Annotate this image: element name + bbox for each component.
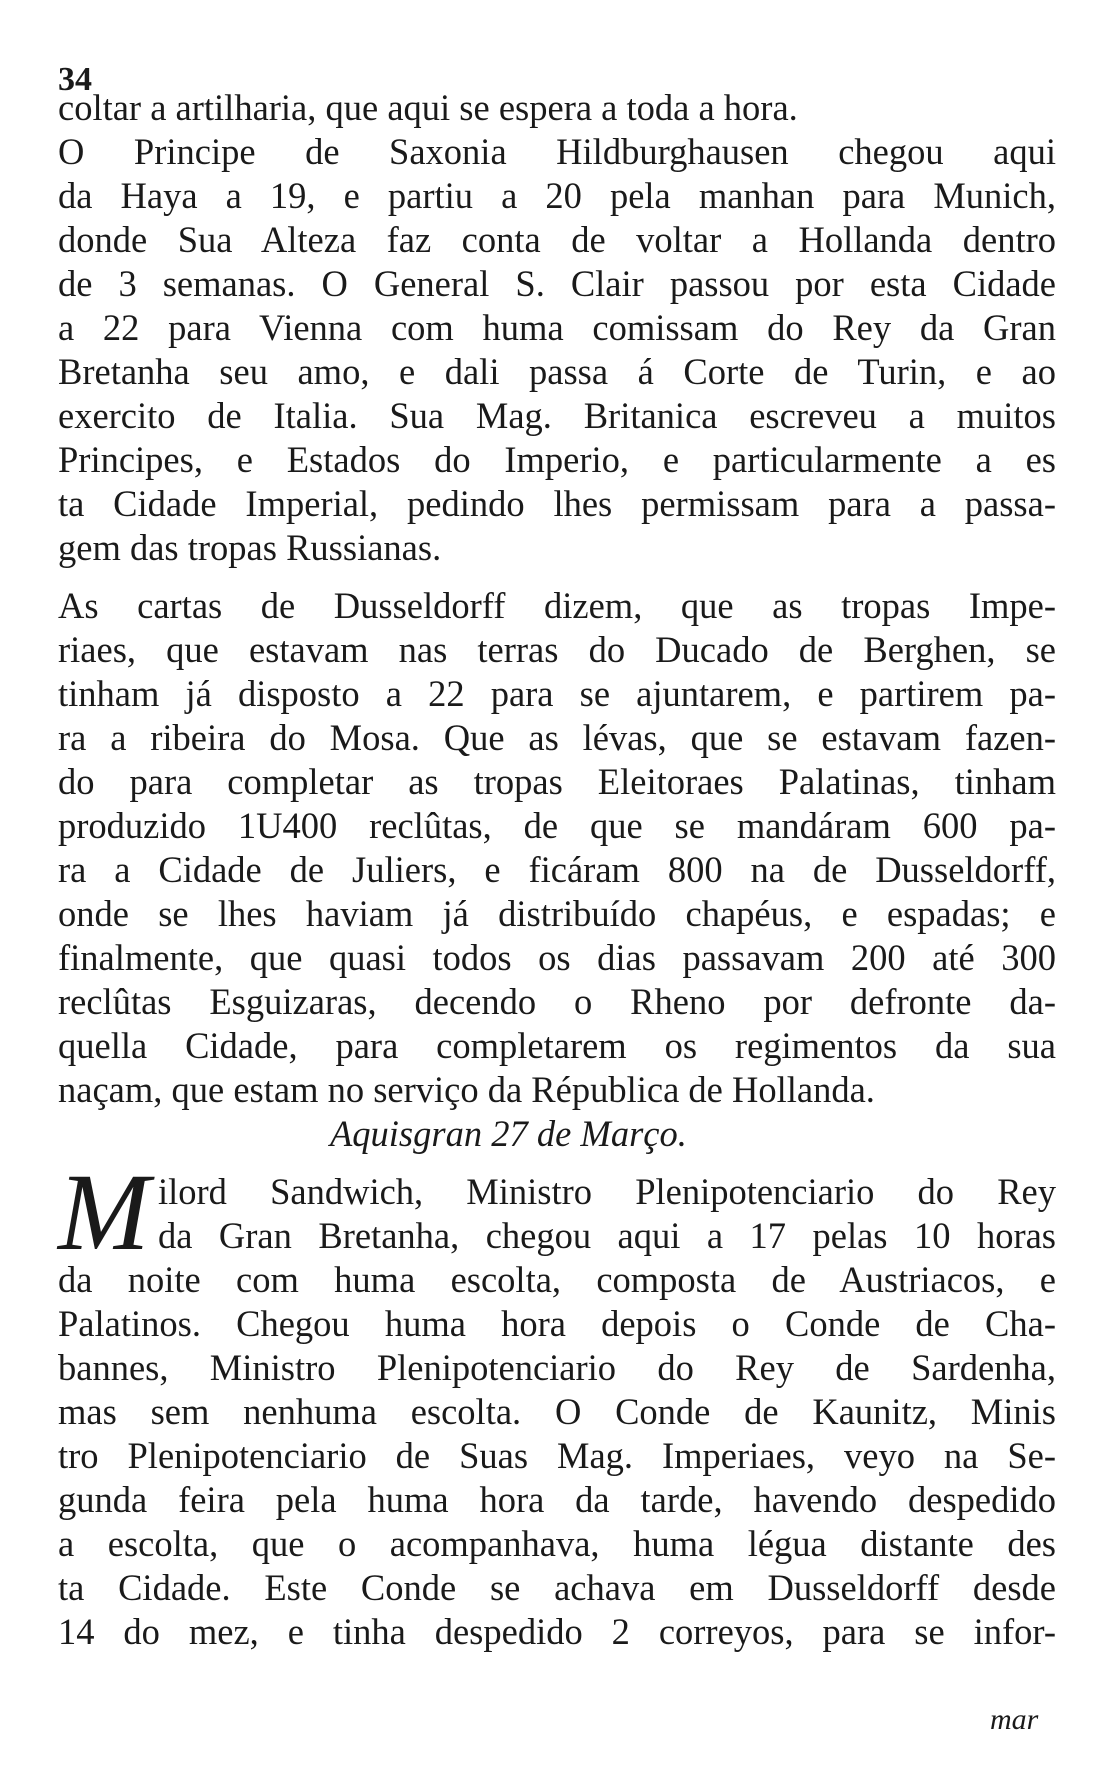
- text-line: naçam, que estam no serviço da Républica de Hollanda.: [58, 1069, 875, 1110]
- text-line: Palatinos. Chegou huma hora depois o Conde de Cha-: [58, 1303, 1056, 1344]
- text-line: a 22 para Vienna com huma comissam do Rey da Gran: [58, 307, 1056, 348]
- text-line: As cartas de Dusseldorff dizem, que as tropas Impe-: [58, 585, 1056, 626]
- text-line: da Haya a 19, e partiu a 20 pela manhan para Munich,: [58, 175, 1056, 216]
- text-line: coltar a artilharia, que aqui se espera a toda a hora.: [58, 87, 798, 128]
- text-line: Principes, e Estados do Imperio, e particularmente a es: [58, 439, 1056, 480]
- text-line: quella Cidade, para completarem os regimentos da sua: [58, 1025, 1056, 1066]
- text-line: onde se lhes haviam já distribuído chapéus, e espadas; e: [58, 893, 1056, 934]
- text-line: finalmente, que quasi todos os dias passavam 200 até 300: [58, 937, 1056, 978]
- text-line: exercito de Italia. Sua Mag. Britanica escreveu a muitos: [58, 395, 1056, 436]
- text-line: produzido 1U400 reclûtas, de que se mandáram 600 pa-: [58, 805, 1056, 846]
- text-line: de 3 semanas. O General S. Clair passou por esta Cidade: [58, 263, 1056, 304]
- text-line: tro Plenipotenciario de Suas Mag. Imperiaes, veyo na Se-: [58, 1435, 1056, 1476]
- text-line: do para completar as tropas Eleitoraes Palatinas, tinham: [58, 761, 1056, 802]
- catchword: mar: [990, 1703, 1039, 1736]
- text-line: ra a Cidade de Juliers, e ficáram 800 na de Dusseldorff,: [58, 849, 1056, 890]
- text-line: riaes, que estavam nas terras do Ducado de Berghen, se: [58, 629, 1056, 670]
- text-line: Bretanha seu amo, e dali passa á Corte de Turin, e ao: [58, 351, 1056, 392]
- dateline: Aquisgran 27 de Março.: [330, 1113, 687, 1154]
- text-line: a escolta, que o acompanhava, huma légua distante des: [58, 1523, 1056, 1564]
- drop-cap: M: [58, 1151, 150, 1273]
- text-line: mas sem nenhuma escolta. O Conde de Kaunitz, Minis: [58, 1391, 1056, 1432]
- text-line: 14 do mez, e tinha despedido 2 correyos, para se infor-: [58, 1611, 1056, 1652]
- text-line: gunda feira pela huma hora da tarde, havendo despedido: [58, 1479, 1056, 1520]
- text-line: ta Cidade Imperial, pedindo lhes permissam para a passa-: [58, 483, 1056, 524]
- text-line: ra a ribeira do Mosa. Que as lévas, que se estavam fazen-: [58, 717, 1056, 758]
- page-number: 34: [58, 61, 92, 98]
- text-line: tinham já disposto a 22 para se ajuntarem, e partirem pa-: [58, 673, 1056, 714]
- text-line: ilord Sandwich, Ministro Plenipotenciario do Rey: [158, 1171, 1056, 1212]
- text-line: da Gran Bretanha, chegou aqui a 17 pelas 10 horas: [158, 1215, 1056, 1256]
- text-line: bannes, Ministro Plenipotenciario do Rey de Sardenha,: [58, 1347, 1056, 1388]
- text-line: donde Sua Alteza faz conta de voltar a Hollanda dentro: [58, 219, 1056, 260]
- text-line: gem das tropas Russianas.: [58, 527, 442, 568]
- text-line: da noite com huma escolta, composta de Austriacos, e: [58, 1259, 1056, 1300]
- text-line: ta Cidade. Este Conde se achava em Dusseldorff desde: [58, 1567, 1056, 1608]
- text-line: reclûtas Esguizaras, decendo o Rheno por defronte da-: [58, 981, 1056, 1022]
- text-line: O Principe de Saxonia Hildburghausen chegou aqui: [58, 131, 1056, 172]
